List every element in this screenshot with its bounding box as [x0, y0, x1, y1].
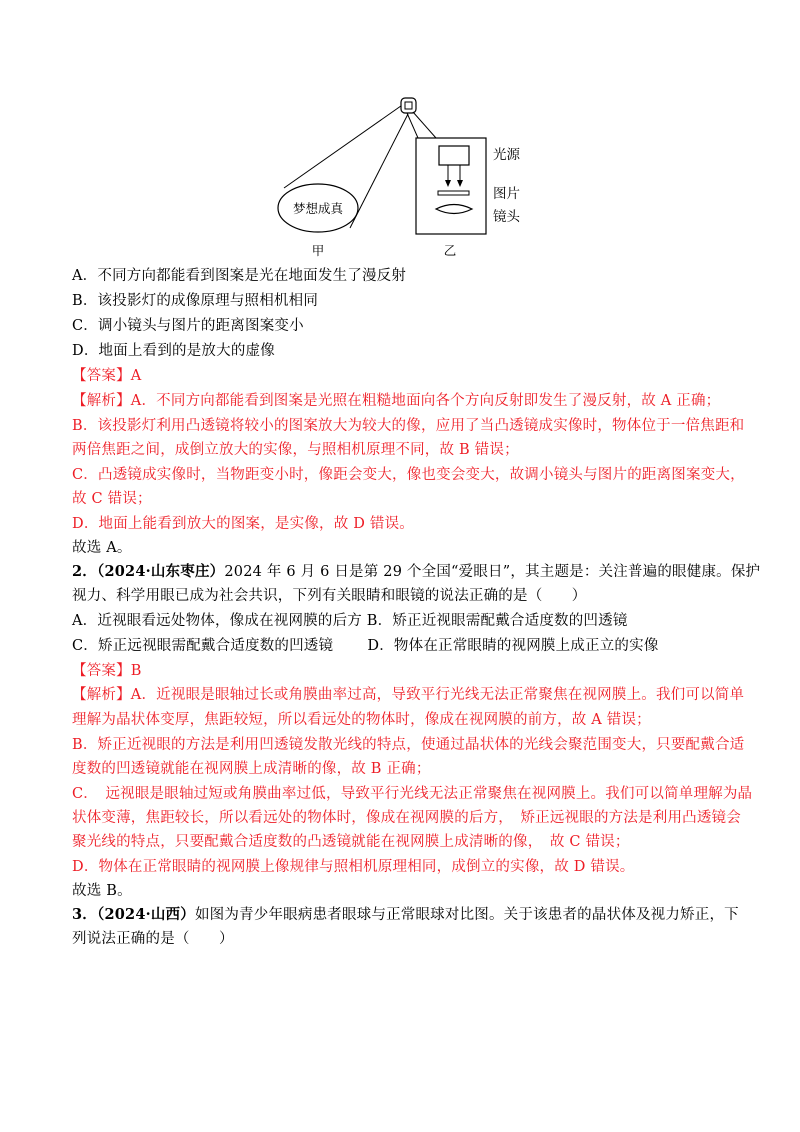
- label-lens: 镜头: [493, 209, 520, 225]
- caption-left: 甲: [311, 243, 325, 258]
- caption-right: 乙: [443, 243, 457, 258]
- q2-analysis-line-2: 理解为晶状体变厚，焦距较短，所以看远处的物体时，像成在视网膜的前方，故 A 错误；: [72, 712, 651, 728]
- q1-analysis-line-2: B．该投影灯利用凸透镜将较小的图案放大为较大的像，应用了当凸透镜成实像时，物体位于一倍焦距和: [72, 418, 745, 434]
- q2-analysis-line-1: 【解析】A．近视眼是眼轴过长或角膜曲率过高，导致平行光线无法正常聚焦在视网膜上。我们可以简单: [72, 687, 745, 703]
- projector-diagram: [270, 92, 530, 264]
- q1-analysis-line-5: 故 C 错误；: [72, 491, 152, 507]
- q2-analysis-line-3: B．矫正近视眼的方法是利用凹透镜发散光线的特点，使通过晶状体的光线会聚范围变大，只要配戴合适: [72, 737, 745, 753]
- projector-figure: [270, 92, 530, 264]
- q1-option-b: B．该投影灯的成像原理与照相机相同: [72, 293, 319, 309]
- q2-analysis-line-4: 度数的凹透镜就能在视网膜上成清晰的像，故 B 正确；: [72, 761, 431, 777]
- q1-analysis-line-4: C．凸透镜成实像时，当物距变小时，像距会变大，像也变会变大，故调小镜头与图片的距离图案变大，: [72, 467, 745, 483]
- q2-options-line-2: C．矫正远视眼需配戴合适度数的凹透镜 D．物体在正常眼睛的视网膜上成正立的实像: [72, 638, 659, 654]
- q1-answer: 【答案】A: [72, 368, 142, 384]
- q2-number: 2．: [72, 563, 97, 580]
- picture-slide: [438, 191, 469, 195]
- q2-source: （2024·山东枣庄）: [97, 563, 225, 580]
- light-source-box: [439, 146, 469, 165]
- label-picture: 图片: [493, 186, 520, 202]
- q1-option-a: A．不同方向都能看到图案是光在地面发生了漫反射: [72, 268, 407, 284]
- q1-analysis-line-1: 【解析】A．不同方向都能看到图案是光照在粗糙地面向各个方向反射即发生了漫反射，故 A 正确；: [72, 393, 721, 409]
- q2-analysis-line-6: 状体变薄，焦距较长，所以看远处的物体时，像成在视网膜的后方， 矫正远视眼的方法是利用凸透镜会: [72, 810, 741, 826]
- q3-stem-text: 如图为青少年眼病患者眼球与正常眼球对比图。关于该患者的晶状体及视力矫正，下: [194, 907, 739, 923]
- q2-conclusion: 故选 B。: [72, 883, 132, 899]
- q3-stem-line-1: [72, 905, 739, 925]
- q1-analysis-line-3: 两倍焦距之间，成倒立放大的实像，与照相机原理不同，故 B 错误；: [72, 442, 519, 458]
- q2-stem-text: 2024 年 6 月 6 日是第 29 个全国“爱眼日”，其主题是：关注普遍的眼健康。保护: [224, 564, 761, 580]
- q2-analysis-line-5: C． 远视眼是眼轴过短或角膜曲率过低，导致平行光线无法正常聚焦在视网膜上。我们可以简单理解为晶: [72, 786, 753, 802]
- ellipse-text: 梦想成真: [292, 201, 344, 216]
- q3-source: （2024·山西）: [97, 906, 195, 923]
- q2-answer: 【答案】B: [72, 663, 142, 679]
- q2-stem-line-2: 视力、科学用眼已成为社会共识，下列有关眼睛和眼镜的说法正确的是（ ）: [72, 588, 587, 604]
- q3-number: 3．: [72, 906, 97, 923]
- q1-conclusion: 故选 A。: [72, 540, 132, 556]
- q2-analysis-line-7: 聚光线的特点，只要配戴合适度数的凸透镜就能在视网膜上成清晰的像， 故 C 错误；: [72, 834, 630, 850]
- q3-stem-line-2: 列说法正确的是（ ）: [72, 931, 234, 947]
- q1-analysis-line-6: D．地面上能看到放大的图案，是实像，故 D 错误。: [72, 516, 414, 532]
- q1-option-d: D．地面上看到的是放大的虚像: [72, 343, 275, 359]
- q1-option-c: C．调小镜头与图片的距离图案变小: [72, 318, 304, 334]
- q2-options-line-1: A．近视眼看远处物体，像成在视网膜的后方 B．矫正近视眼需配戴合适度数的凹透镜: [72, 613, 628, 629]
- q2-analysis-line-8: D．物体在正常眼睛的视网膜上像规律与照相机原理相同，成倒立的实像，故 D 错误。: [72, 859, 635, 875]
- q2-stem-line-1: [72, 562, 760, 582]
- label-light-source: 光源: [493, 147, 520, 163]
